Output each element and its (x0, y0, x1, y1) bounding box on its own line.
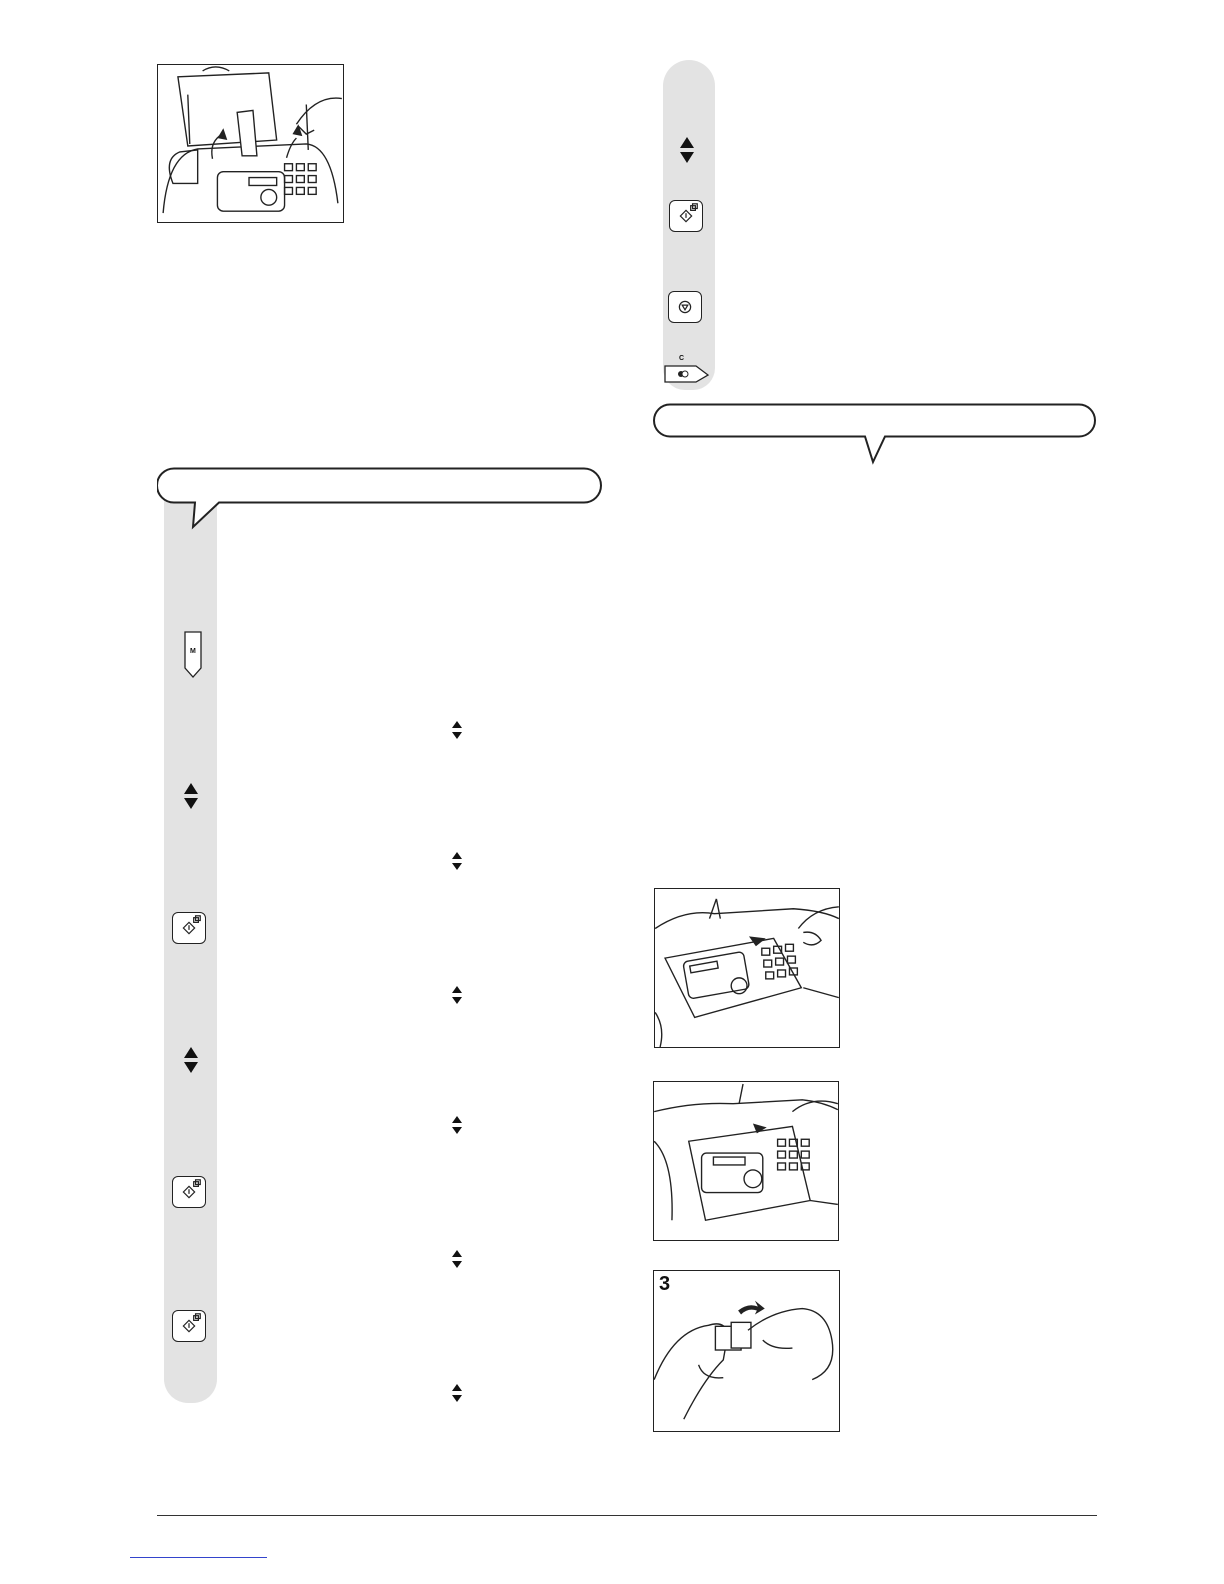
open-panel-illustration-1 (654, 888, 840, 1048)
inline-arrows-icon (452, 1116, 462, 1134)
stop-button[interactable] (668, 291, 702, 323)
figure-number: 3 (659, 1273, 671, 1295)
cartridge-illustration (653, 1270, 840, 1432)
inline-arrows-icon (452, 1250, 462, 1268)
inline-arrows-icon (452, 986, 462, 1004)
paper-loading-illustration (157, 64, 344, 223)
clear-key-label: C (679, 355, 685, 362)
key-strip-left (164, 490, 217, 1403)
note-bubble-right (653, 403, 1097, 465)
menu-key-label: M (190, 648, 196, 655)
open-panel-illustration-2 (653, 1081, 839, 1241)
inline-arrows-icon (452, 721, 462, 739)
footer-divider (157, 1515, 1097, 1516)
inline-arrows-icon (452, 1384, 462, 1402)
start-copy-button[interactable] (172, 1176, 206, 1208)
footer-link-underline[interactable] (130, 1557, 267, 1558)
start-copy-button[interactable] (172, 1310, 206, 1342)
start-copy-button[interactable] (669, 200, 703, 232)
scroll-arrows-icon[interactable] (183, 1046, 199, 1074)
scroll-arrows-icon[interactable] (679, 136, 695, 164)
note-bubble-left (157, 467, 602, 531)
start-copy-button[interactable] (172, 912, 206, 944)
menu-key-icon[interactable] (183, 630, 203, 678)
scroll-arrows-icon[interactable] (183, 782, 199, 810)
clear-key-icon[interactable] (662, 356, 710, 384)
inline-arrows-icon (452, 852, 462, 870)
